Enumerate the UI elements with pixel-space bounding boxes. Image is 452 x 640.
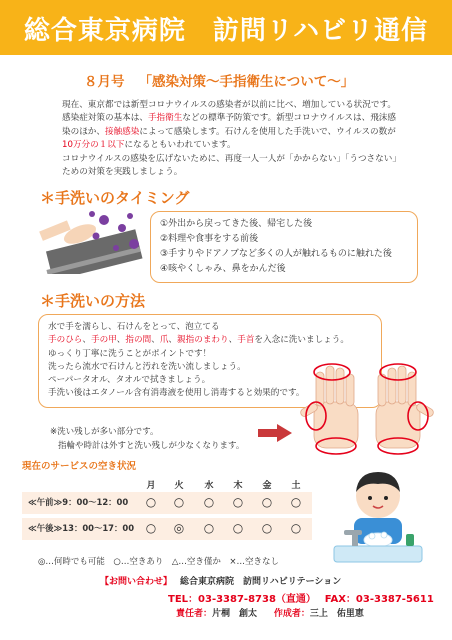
contact-label: 【お問い合わせ】 — [100, 577, 173, 587]
note-line-1: ※洗い残しが多い部分です。 — [50, 427, 159, 437]
day-header: 水 — [204, 481, 214, 491]
timing-heading: ＊手洗いのタイミング — [40, 189, 190, 207]
method-step-1: 水で手を濡らし、石けんをとって、泡立てる — [48, 322, 220, 332]
availability-mark: ○ — [290, 521, 302, 535]
timing-item: ③手すりやドアノブなど多くの人が触れるものに触れた後 — [160, 249, 392, 259]
method-step-4: 洗ったら流水で石けんと汚れを洗い流しましょう。 — [48, 361, 246, 372]
note-line-2: 指輪や時計は外すと洗い残しが少なくなります。 — [58, 441, 245, 451]
method-heading: ＊手洗いの方法 — [40, 292, 146, 310]
day-header: 土 — [291, 481, 301, 491]
germ-hand-illustration — [34, 206, 146, 274]
availability-mark: ○ — [232, 521, 244, 535]
morning-slot-label: ≪午前≫9：00〜12：00 — [28, 497, 129, 507]
contact-organization: 総合東京病院 訪問リハビリテーション — [180, 577, 342, 587]
highlight-hand-hygiene: 手指衛生 — [147, 113, 183, 124]
highlight-contact-infection: 接触感染 — [104, 126, 140, 137]
availability-mark: ○ — [203, 495, 215, 509]
intro-paragraph — [62, 99, 402, 179]
manager-label: 責任者： — [176, 609, 213, 619]
day-header: 月 — [146, 481, 156, 491]
availability-mark: ○ — [290, 495, 302, 509]
header-banner — [0, 0, 452, 55]
timing-list-box — [150, 211, 418, 283]
timing-item: ②料理や食事をする前後 — [160, 234, 259, 244]
manager-name: 片桐 創太 — [212, 609, 258, 619]
intro-text-1: 現在、東京都では新型コロナウイルスの感染者が以前に比べ、増加している状況です。感染症対策の基本は、手指衛生などの標準予防策です。新型コロナウイルスは、飛沫感染のほか、接触感染によって感染します。石けんを使用した手洗いで、ウイルスの数が10万分の１以下になるともいわれています。 — [62, 100, 396, 151]
day-header: 火 — [174, 481, 184, 491]
method-step-2: 手のひら、手の甲、指の間、爪、親指のまわり、手首を入念に洗いましょう。 — [48, 335, 349, 346]
method-step-6: 手洗い後はエタノール含有消毒液を使用し消毒すると効果的です。 — [48, 388, 305, 399]
availability-mark: ○ — [145, 521, 157, 535]
availability-mark: ○ — [203, 521, 215, 535]
availability-mark: ◎ — [173, 521, 185, 535]
service-availability-table — [22, 474, 312, 540]
issue-subtitle — [84, 70, 354, 90]
contact-numbers — [168, 590, 434, 605]
availability-legend: ◎…何時でも可能 ○…空きあり △…空き僅か ×…空きなし — [38, 557, 279, 567]
contact-staff — [176, 606, 364, 619]
availability-mark: ○ — [145, 495, 157, 509]
issue-month: ８月号 — [84, 74, 125, 90]
service-status-title: 現在のサービスの空き状況 — [22, 461, 137, 472]
timing-item: ④咳やくしゃみ、鼻をかんだ後 — [160, 264, 286, 274]
day-header: 木 — [233, 481, 243, 491]
author-name: 三上 佑里恵 — [309, 609, 364, 619]
author-label: 作成者： — [273, 609, 310, 619]
newsletter-title: 総合東京病院 訪問リハビリ通信 — [23, 16, 429, 46]
contact-fax: FAX：03-3387-5611 — [324, 594, 434, 605]
child-handwashing-illustration — [330, 466, 426, 570]
method-step-3: ゆっくり丁寧に洗うことがポイントです！ — [48, 348, 212, 359]
availability-mark: ○ — [261, 521, 273, 535]
availability-mark: ○ — [173, 495, 185, 509]
availability-mark: ○ — [232, 495, 244, 509]
timing-item: ①外出から戻ってきた後、帰宅した後 — [160, 219, 313, 229]
day-header: 金 — [262, 481, 272, 491]
contact-line — [100, 574, 341, 587]
issue-topic: 「感染対策〜手指衛生について〜」 — [138, 74, 355, 90]
intro-text-2: コロナウイルスの感染を広げないために、再度一人一人が「かからない」「うつさない」ための対策を実践しましょう。 — [62, 153, 401, 178]
availability-mark: ○ — [261, 495, 273, 509]
afternoon-slot-label: ≪午後≫13：00〜17：00 — [28, 523, 135, 533]
highlight-reduction: 10万分の１以下 — [62, 140, 125, 151]
arrow-right-icon — [258, 424, 292, 442]
contact-tel: TEL：03-3387-8738（直通） — [168, 594, 316, 605]
method-step-5: ペーパータオル、タオルで拭きましょう。 — [48, 375, 211, 386]
hands-diagram-illustration — [296, 360, 436, 456]
